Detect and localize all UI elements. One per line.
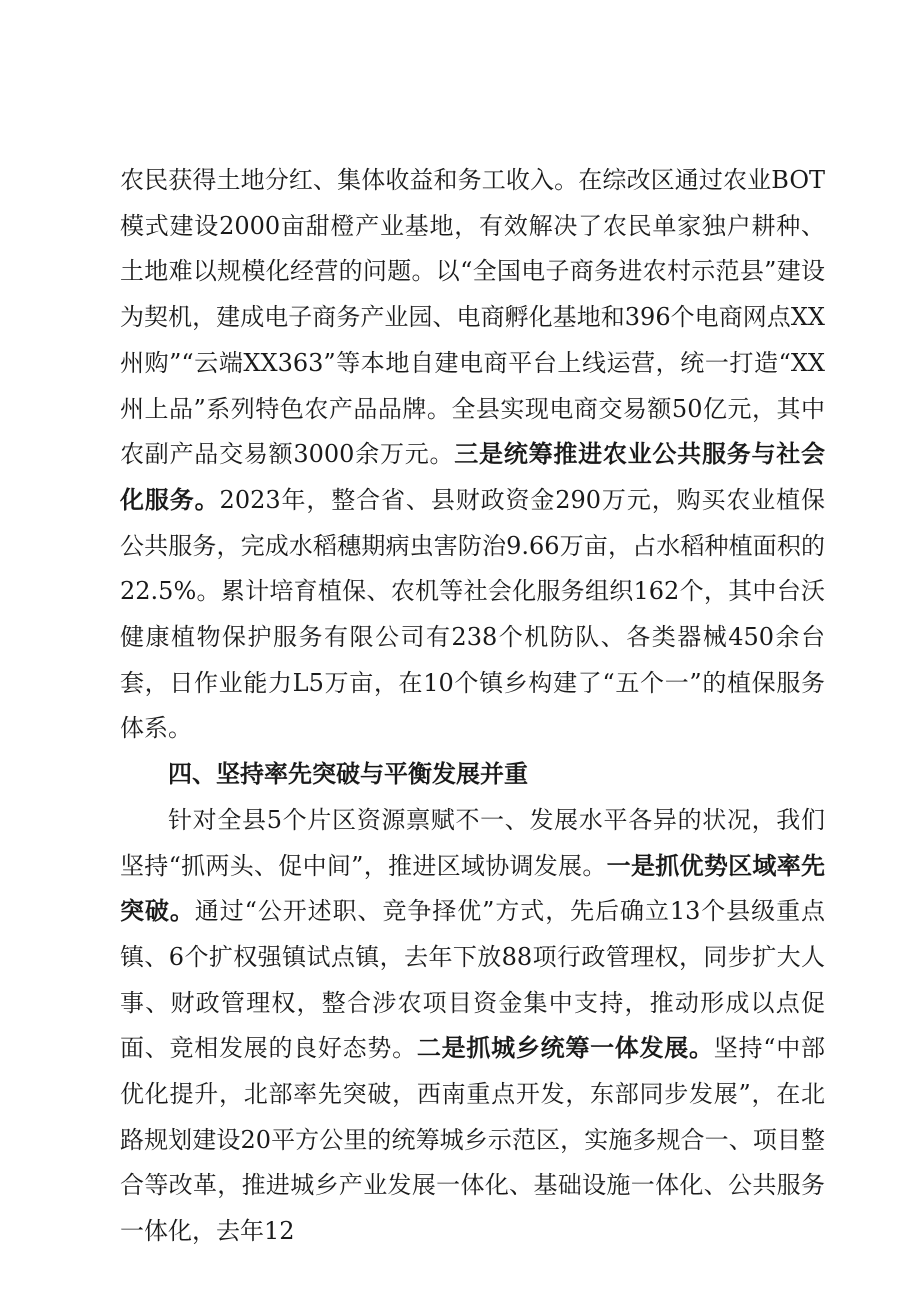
bold-lead-three: 三是统筹推进农业公共服务与社会化服务。 [120,440,826,514]
document-body [120,158,825,1255]
paragraph-text: 坚持“中部优化提升，北部率先突破，西南重点开发，东部同步发展”，在北路规划建设20平方公里的统筹城乡示范区，实施多规合一、项目整合等改革，推进城乡产业发展一体化、基础设施一体化、公共服务一体化，去年12 [120,1034,826,1246]
paragraph-text: 2023年，整合省、县财政资金290万元，购买农业植保公共服务，完成水稻穗期病虫害防治9.66万亩，占水稻种植面积的22.5%。累计培育植保、农机等社会化服务组织162个，其中台沃健康植物保护服务有限公司有238个机防队、各类器械450余台套，日作业能力L5万亩，在10个镇乡构建了“五个一”的植保服务体系。 [120,485,826,743]
paragraph-text: 农民获得土地分红、集体收益和务工收入。在综改区通过农业BOT模式建设2000亩甜橙产业基地，有效解决了农民单家独户耕种、土地难以规模化经营的问题。以“全国电子商务进农村示范县”建设为契机，建成电子商务产业园、电商孵化基地和396个电商网点XX州购”“云端XX363”等本地自建电商平台上线运营，统一打造“XX州上品”系列特色农产品品牌。全县实现电商交易额50亿元，其中农副产品交易额3000余万元。 [120,166,825,469]
section-heading-four: 四、坚持率先突破与平衡发展并重 [168,760,528,789]
bold-lead-two: 二是抓城乡统筹一体发展。 [416,1034,714,1063]
paragraph-ecommerce-services [120,158,825,752]
paragraph-text: 通过“公开述职、竞争择优”方式，先后确立13个县级重点镇、6个扩权强镇试点镇，去年下放88项行政管理权，同步扩大人事、财政管理权，整合涉农项目资金集中支持，推动形成以点促面、竞相发展的良好态势。 [120,897,826,1063]
paragraph-regional-development [120,798,825,1255]
bold-lead-one: 一是抓优势区域率先突破。 [120,851,826,926]
paragraph-text: 针对全县5个片区资源禀赋不一、发展水平各异的状况，我们坚持“抓两头、促中间”，推进区域协调发展。 [120,805,825,880]
